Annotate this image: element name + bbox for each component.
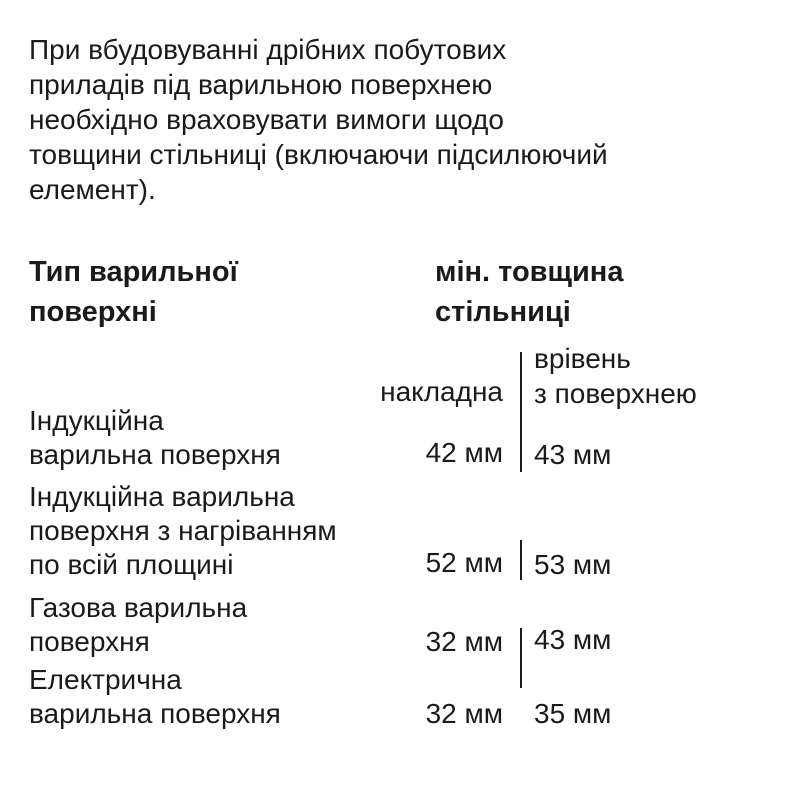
subheader-flush-line: врівень: [534, 343, 631, 374]
row-name-line: варильна поверхня: [29, 439, 281, 470]
header-line: мін. товщина: [435, 256, 624, 288]
column-header-min-thickness: [435, 252, 623, 332]
row-flush-value: 53 мм: [534, 549, 612, 580]
intro-line: необхідно враховувати вимоги щодо: [29, 104, 504, 135]
intro-paragraph: [29, 32, 774, 207]
row-overlay-value: 32 мм: [425, 626, 503, 657]
intro-line: При вбудовуванні дрібних побутових: [29, 34, 507, 65]
intro-line: елемент).: [29, 174, 156, 205]
row-overlay-value: 42 мм: [425, 437, 503, 468]
row-flush-value: 43 мм: [534, 439, 612, 470]
column-header-hob-type: [29, 252, 238, 332]
header-line: Тип варильної: [29, 256, 238, 288]
row-name-line: Газова варильна: [29, 592, 248, 623]
row-name-line: варильна поверхня: [29, 698, 281, 729]
row-name-line: по всій площині: [29, 549, 234, 580]
column-divider: [520, 628, 522, 688]
row-flush-value: 43 мм: [534, 624, 612, 655]
row-name-line: поверхня з нагріванням: [29, 515, 337, 546]
subheader-overlay: накладна: [380, 376, 503, 407]
row-overlay-value: 52 мм: [425, 547, 503, 578]
intro-line: товщини стільниці (включаючи підсилюючий: [29, 139, 608, 170]
subheader-flush-line: з поверхнею: [534, 378, 697, 409]
header-line: поверхні: [29, 296, 157, 328]
row-name-line: Електрична: [29, 664, 182, 695]
column-divider: [520, 352, 522, 472]
row-name-line: Індукційна: [29, 405, 164, 436]
row-name-line: Індукційна варильна: [29, 481, 295, 512]
column-divider: [520, 540, 522, 580]
intro-line: приладів під варильною поверхнею: [29, 69, 493, 100]
row-name-line: поверхня: [29, 626, 150, 657]
row-overlay-value: 32 мм: [425, 698, 503, 729]
row-flush-value: 35 мм: [534, 698, 612, 729]
header-line: стільниці: [435, 296, 571, 328]
